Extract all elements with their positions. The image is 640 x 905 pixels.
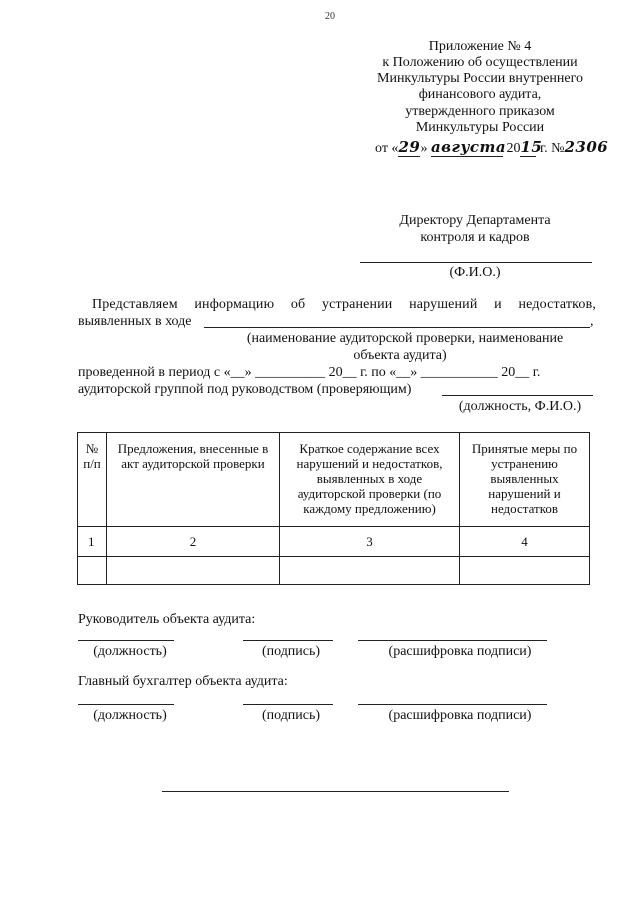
chief-position-caption: (должность) bbox=[93, 708, 167, 723]
cell-number-3: 3 bbox=[280, 527, 460, 557]
audit-name-underline bbox=[204, 327, 590, 328]
date-prefix: от « bbox=[375, 141, 399, 156]
header-number: № п/п bbox=[78, 433, 107, 527]
supervisor-caption: (должность, Ф.И.О.) bbox=[458, 399, 582, 414]
fio-underline bbox=[360, 262, 592, 263]
head-signature-line bbox=[243, 640, 333, 641]
supervisor-line: аудиторской группой под руководством (проверяющим) bbox=[78, 382, 412, 397]
head-decode-caption: (расшифровка подписи) bbox=[388, 644, 532, 659]
addressee-line-2: контроля и кадров bbox=[420, 230, 530, 245]
date-mid: » bbox=[420, 141, 428, 156]
date-suffix: г. № bbox=[539, 141, 565, 156]
supervisor-underline bbox=[442, 395, 593, 396]
header-proposals: Предложения, внесенные в акт аудиторской проверки bbox=[107, 433, 280, 527]
head-decode-line bbox=[358, 640, 547, 641]
table-row bbox=[78, 527, 590, 557]
header-violations: Краткое содержание всех нарушений и недостатков, выявленных в ходе аудиторской проверки (по каждому предложению) bbox=[280, 433, 460, 527]
appendix-line-6: Минкультуры России bbox=[415, 120, 545, 135]
empty-cell bbox=[460, 557, 590, 585]
date-year: 15 bbox=[520, 138, 543, 156]
body-paragraph-line-1: Представляем информацию об устранении нарушений и недостатков, bbox=[92, 297, 596, 312]
empty-cell bbox=[78, 557, 107, 585]
head-position-line bbox=[78, 640, 174, 641]
appendix-line-3: Минкультуры России внутреннего bbox=[377, 71, 583, 86]
page-number: 20 bbox=[325, 11, 335, 22]
appendix-line-2: к Положению об осуществлении bbox=[382, 55, 578, 70]
date-day: 29 bbox=[398, 138, 421, 156]
table-row bbox=[78, 557, 590, 585]
appendix-line-5: утвержденного приказом bbox=[405, 104, 555, 119]
date-month: августа bbox=[430, 138, 507, 156]
appendix-line-1: Приложение № 4 bbox=[428, 39, 532, 54]
empty-cell bbox=[280, 557, 460, 585]
order-number: 2306 bbox=[564, 138, 609, 156]
date-year-prefix: 20 bbox=[506, 141, 521, 156]
body-paragraph-line-2: выявленных в ходе bbox=[78, 314, 192, 329]
cell-number-1: 1 bbox=[78, 527, 107, 557]
table-header-row bbox=[78, 433, 590, 527]
chief-position-line bbox=[78, 704, 174, 705]
empty-cell bbox=[107, 557, 280, 585]
period-line: проведенной в период с «__» __________ 20__ г. по «__» ___________ 20__ г. bbox=[78, 365, 541, 380]
chief-signature-line bbox=[243, 704, 333, 705]
cell-number-4: 4 bbox=[460, 527, 590, 557]
fio-caption: (Ф.И.О.) bbox=[449, 265, 501, 280]
measures-table bbox=[77, 432, 590, 585]
head-position-caption: (должность) bbox=[93, 644, 167, 659]
comma: , bbox=[590, 314, 594, 329]
footer-rule bbox=[162, 791, 509, 792]
chief-decode-line bbox=[358, 704, 547, 705]
audit-caption-line-1: (наименование аудиторской проверки, наименование bbox=[246, 331, 564, 346]
head-signature-caption: (подпись) bbox=[261, 644, 321, 659]
chief-signature-caption: (подпись) bbox=[261, 708, 321, 723]
cell-number-2: 2 bbox=[107, 527, 280, 557]
chief-decode-caption: (расшифровка подписи) bbox=[388, 708, 532, 723]
audit-caption-line-2: объекта аудита) bbox=[353, 348, 447, 363]
header-measures: Принятые меры по устранению выявленных нарушений и недостатков bbox=[460, 433, 590, 527]
head-signature-label: Руководитель объекта аудита: bbox=[78, 612, 256, 627]
chief-signature-label: Главный бухгалтер объекта аудита: bbox=[78, 674, 288, 689]
appendix-line-4: финансового аудита, bbox=[418, 87, 542, 102]
addressee-line-1: Директору Департамента bbox=[399, 213, 551, 228]
order-date-line bbox=[375, 138, 609, 157]
